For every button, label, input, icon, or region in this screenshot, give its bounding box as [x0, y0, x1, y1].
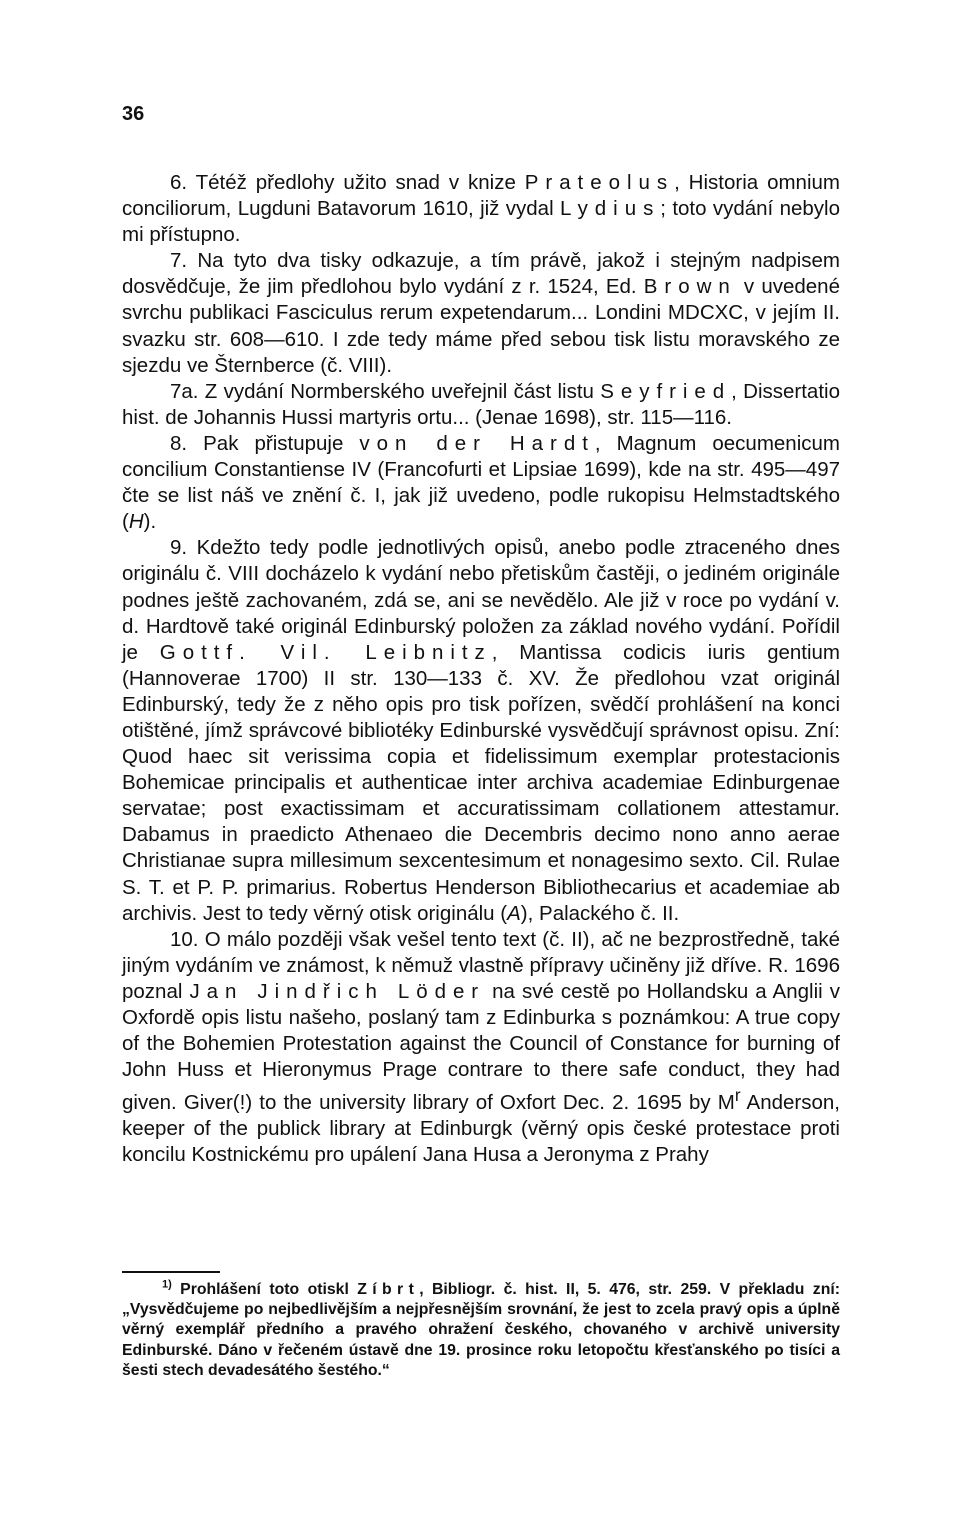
- italic-siglum: A: [507, 901, 521, 925]
- footnote-divider: [122, 1271, 220, 1273]
- spaced-name: von der Hardt: [359, 431, 595, 455]
- paragraph-9: [122, 535, 840, 926]
- paragraph-10: [122, 927, 840, 1169]
- text-run: , Bibliogr. č. hist. II, 5. 476, str. 259. V překladu zní: „Vysvědčujeme po nejbedlivějším a nejpřesnějším srovnání, že jest to zcela pravý opis a úplně věrný exemplář předního a pravého ohražení českého, chovaného v archivě university Edinburské. Dáno v řečeném ústavě dne 19. prosince roku letopočtu křesťanského po tisíci a šesti stech devadesátého šestého.“: [122, 1281, 840, 1379]
- spaced-name: Brown: [643, 275, 737, 299]
- text-run: ; toto vydání nebylo mi přístupno.: [122, 197, 840, 247]
- footnote-text: [122, 1278, 840, 1379]
- body-text: [122, 170, 840, 1168]
- text-run: 7a. Z vydání Normberského uveřejnil část listu: [170, 379, 601, 403]
- text-run: 8. Pak přistupuje: [170, 431, 360, 455]
- spaced-name: Seyfried: [600, 379, 732, 403]
- text-run: , Historia omnium conciliorum, Lugduni Batavorum 1610, již vydal: [122, 171, 840, 221]
- text-run: Prohlášení toto otiskl: [171, 1281, 358, 1298]
- spaced-name: Lydius: [559, 197, 661, 221]
- text-run: na své cestě po Hollandsku a Anglii v Oxfordě opis listu našeho, poslaný tam z Edinburka s poznámkou: A true copy of the Bohemien Protestation against the Council of Constance for burning of John Huss et Hieronymus Prage contrare to there safe conduct, they had given. Giver(!) to the university library of Oxfort Dec. 2. 1695 by M: [122, 979, 840, 1115]
- paragraph-8: [122, 431, 840, 535]
- spaced-name: Jan Jindřich Löder: [189, 979, 486, 1003]
- text-run: , Mantissa codicis iuris gentium (Hannoverae 1700) II str. 130—133 č. XV. Že předlohou vzat originál Edinburský, tedy že z něho opis pro tisk pořízen, svědčí prohlášení na konci otištěné, jímž správcové bibliotéky Edinburské vysvědčují správnost opisu. Zní: Quod haec sit verissima copia et fidelissimum exemplar protestacionis Bohemicae principalis et authenticae inter archiva academiae Edinburgenae servatae; post exactissimam et accuratissimam collationem attestamur. Dabamus in praedicto Athenaeo die Decembris decimo nono anno aerae Christianae supra millesimum sexcentesimum et nonagesimo sexto. Cil. Rulae S. T. et P. P. primarius. Robertus Henderson Bibliothecarius et academiae ab archivis. Jest to tedy věrný otisk originálu (: [122, 640, 841, 925]
- spaced-name: Zíbrt: [357, 1281, 420, 1298]
- paragraph-7: [122, 248, 840, 378]
- text-run: 6. Tétéž předlohy užito snad v knize: [170, 171, 525, 194]
- text-run: 10. O málo později však vešel tento text (č. II), ač ne bezprostředně, také jiným vydáním ve známost, k němuž vlastně přípravy učiněny již dříve. R. 1696 poznal: [122, 927, 840, 1003]
- footnote: [122, 1280, 840, 1381]
- text-run: 9. Kdežto tedy podle jednotlivých opisů, anebo podle ztraceného dnes originálu č. VIII docházelo k vydání nebo přetiskům častěji, o jediném originále podnes ještě zachovaném, zdá se, ani se nevědělo. Ale již v roce po vydání v. d. Hardtově také originál Edinburský položen za základ nového vydání. Pořídil je: [122, 536, 840, 664]
- italic-siglum: H: [128, 510, 144, 534]
- text-run: 7. Na tyto dva tisky odkazuje, a tím právě, jakož i stejným nadpisem dosvědčuje, že jim předlohou bylo vydání z r. 1524, Ed.: [122, 249, 840, 299]
- superscript: r: [734, 1086, 741, 1106]
- footnote-marker: 1): [162, 1278, 172, 1291]
- page-number: 36: [122, 103, 145, 125]
- text-run: , Magnum oecumenicum concilium Constantiense IV (Francofurti et Lipsiae 1699), kde na str. 495—497 čte se list náš ve znění č. I, jak již uvedeno, podle rukopisu Helmstadtského (: [122, 431, 840, 534]
- text-run: v uvedené svrchu publikaci Fasciculus rerum expetendarum... Londini MDCXC, v jejím II. svazku str. 608—610. I zde tedy máme před sebou tisk listu moravského ze sjezdu ve Šternberce (č. VIII).: [122, 275, 840, 377]
- text-run: Anderson, keeper of the publick library at Edinburgk (věrný opis české protestace proti koncilu Kostnickému pro upálení Jana Husa a Jeronyma z Prahy: [122, 1091, 840, 1167]
- text-run: ), Palackého č. II.: [520, 901, 680, 925]
- spaced-name: Gottf. Vil. Leibnitz: [159, 640, 492, 664]
- paragraph-6: [122, 170, 840, 248]
- paragraph-7a: [122, 379, 840, 431]
- text-run: ).: [143, 510, 157, 534]
- spaced-name: Prateolus: [524, 171, 675, 194]
- text-run: , Dissertatio hist. de Johannis Hussi martyris ortu... (Jenae 1698), str. 115—116.: [122, 379, 840, 429]
